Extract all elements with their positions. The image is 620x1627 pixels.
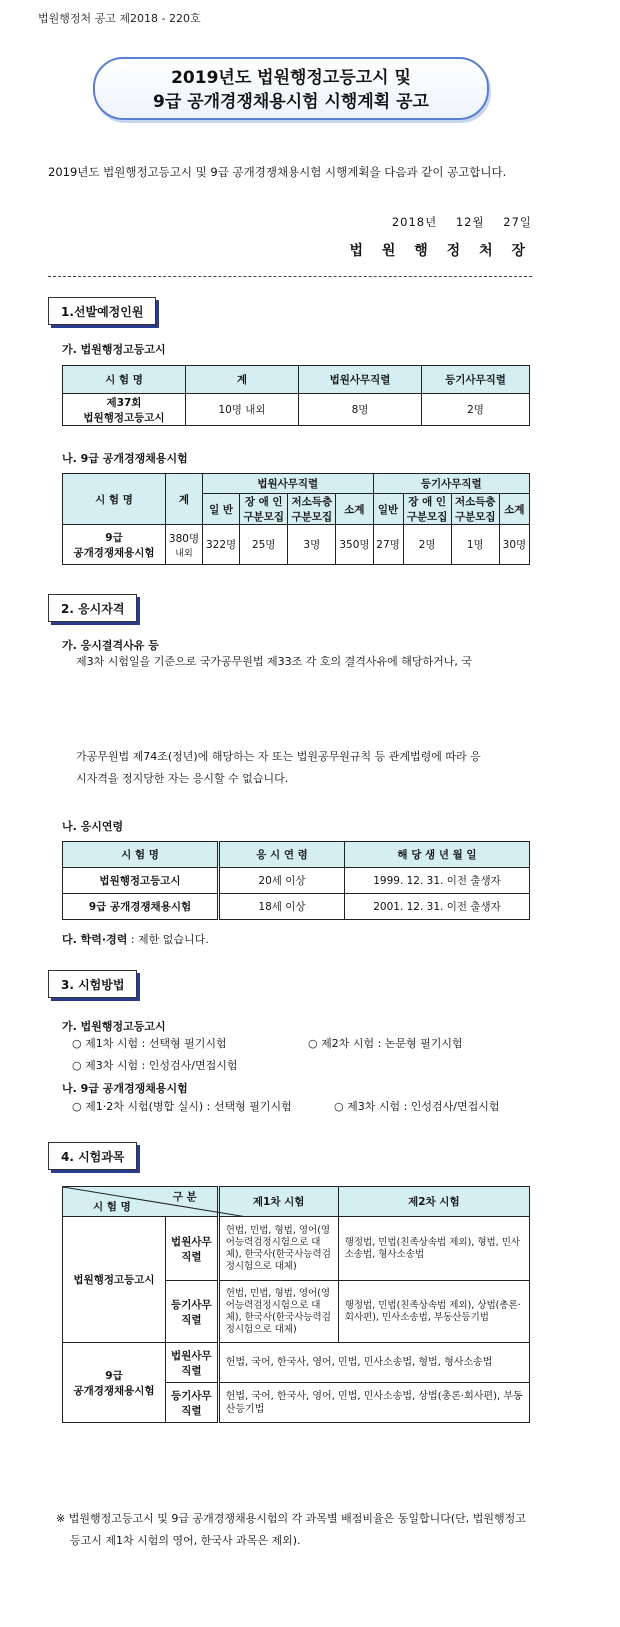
th-low-income: 저소득층 구분모집 — [288, 494, 336, 525]
th-general: 일 반 — [203, 494, 240, 525]
th-exam: 시 험 명 — [63, 366, 186, 394]
table-cell: 제37회 법원행정고등고시 — [63, 394, 186, 426]
method-item: ○ 제3차 시험 : 인성검사/면접시험 — [72, 1059, 238, 1072]
th-disabled: 장 애 인 구분모집 — [403, 494, 451, 525]
eligibility-text-2: 가공무원법 제74조(정년)에 해당하는 자 또는 법원공무원규칙 등 관계법령에 따라 응 — [76, 750, 481, 763]
subheading-2a: 가. 응시결격사유 등 — [62, 639, 159, 652]
th-disabled: 장 애 인 구분모집 — [240, 494, 288, 525]
table-cell: 등기사무직렬 — [166, 1281, 219, 1343]
subheading-1b: 나. 9급 공개경쟁채용시험 — [62, 452, 188, 465]
table-cell: 1명 — [451, 525, 499, 565]
table-cell: 등기사무직렬 — [166, 1383, 219, 1423]
th-division: 구 분 — [172, 1191, 197, 1203]
announcement-date: 2018년 12월 27일 — [391, 215, 532, 229]
table-subjects — [62, 1186, 530, 1423]
th-age: 응 시 연 령 — [219, 842, 345, 868]
th-subtotal: 소계 — [499, 494, 529, 525]
section-heading-3: 3. 시험방법 — [48, 970, 137, 998]
issuing-agency: 법 원 행 정 처 장 — [349, 243, 532, 259]
table-cell: 350명 — [336, 525, 373, 565]
th-exam: 시 험 명 — [93, 1201, 131, 1213]
subheading-3b: 나. 9급 공개경쟁채용시험 — [62, 1082, 188, 1095]
subheading-2b: 나. 응시연령 — [62, 820, 124, 833]
table-cell: 322명 — [203, 525, 240, 565]
table-cell: 법원사무직렬 — [166, 1217, 219, 1281]
method-item: ○ 제1·2차 시험(병합 실시) : 선택형 필기시험 — [72, 1100, 292, 1113]
table-cell: 27명 — [373, 525, 403, 565]
table-cell: 10명 내외 — [186, 394, 299, 426]
table-cell: 행정법, 민법(친족상속법 제외), 상법(총론·회사편), 민사소송법, 부동산등기법 — [338, 1281, 529, 1343]
table-cell: 8명 — [299, 394, 422, 426]
diagonal-line — [63, 1187, 247, 1217]
table-cell: 헌법, 민법, 형법, 영어(영어능력검정시험으로 대체), 한국사(한국사능력검정시험으로 대체) — [218, 1217, 338, 1281]
th-total: 계 — [166, 474, 203, 525]
table-cell: 30명 — [499, 525, 529, 565]
th-exam: 시 험 명 — [63, 474, 166, 525]
th-diagonal — [63, 1187, 219, 1217]
title-line-1: 2019년도 법원행정고등고시 및 — [171, 68, 411, 88]
table-cell: 1999. 12. 31. 이전 출생자 — [345, 868, 530, 894]
table-cell: 헌법, 국어, 한국사, 영어, 민법, 민사소송법, 상법(총론·회사편), 부동산등기법 — [218, 1383, 529, 1423]
th-low-income: 저소득층 구분모집 — [451, 494, 499, 525]
table-cell: 2001. 12. 31. 이전 출생자 — [345, 894, 530, 920]
footnote: ※ 법원행정고등고시 및 9급 공개경쟁채용시험의 각 과목별 배점비율은 동일합니다(단, 법원행정고등고시 제1차 시험의 영어, 한국사 과목은 제외). — [56, 1512, 526, 1547]
th-first: 제1차 시험 — [218, 1187, 338, 1217]
table-cell: 9급 공개경쟁채용시험 — [63, 1343, 166, 1423]
table-cell: 18세 이상 — [219, 894, 345, 920]
th-second: 제2차 시험 — [338, 1187, 529, 1217]
table-recruit-admin — [62, 365, 530, 426]
table-cell: 법원행정고등고시 — [63, 868, 219, 894]
section-heading-2: 2. 응시자격 — [48, 594, 137, 622]
subheading-1a: 가. 법원행정고등고시 — [62, 343, 166, 356]
method-item: ○ 제2차 시험 : 논문형 필기시험 — [308, 1037, 463, 1050]
table-cell: 법원사무직렬 — [166, 1343, 219, 1383]
table-cell: 행정법, 민법(친족상속법 제외), 형법, 민사소송법, 형사소송법 — [338, 1217, 529, 1281]
table-cell: 2명 — [403, 525, 451, 565]
notice-number: 법원행정처 공고 제2018 - 220호 — [38, 12, 201, 25]
th-general: 일반 — [373, 494, 403, 525]
intro-text: 2019년도 법원행정고등고시 및 9급 공개경쟁채용시험 시행계획을 다음과 같이 공고합니다. — [48, 165, 507, 179]
education-line — [62, 931, 209, 947]
th-exam: 시 험 명 — [63, 842, 219, 868]
th-court: 법원사무직렬 — [203, 474, 374, 494]
table-cell: 9급 공개경쟁채용시험 — [63, 525, 166, 565]
table-cell: 헌법, 국어, 한국사, 영어, 민법, 민사소송법, 형법, 형사소송법 — [218, 1343, 529, 1383]
subheading-2c: 다. 학력·경력 — [62, 933, 128, 946]
table-cell: 법원행정고등고시 — [63, 1217, 166, 1343]
title-banner — [93, 57, 489, 120]
th-registry: 등기사무직렬 — [422, 366, 530, 394]
table-cell: 헌법, 민법, 형법, 영어(영어능력검정시험으로 대체), 한국사(한국사능력검정시험으로 대체) — [218, 1281, 338, 1343]
th-birth: 해 당 생 년 월 일 — [345, 842, 530, 868]
table-cell: 3명 — [288, 525, 336, 565]
th-registry: 등기사무직렬 — [373, 474, 530, 494]
section-heading-4: 4. 시험과목 — [48, 1142, 137, 1170]
table-cell: 20세 이상 — [219, 868, 345, 894]
table-cell: 25명 — [240, 525, 288, 565]
method-item: ○ 제1차 시험 : 선택형 필기시험 — [72, 1037, 227, 1050]
th-total: 계 — [186, 366, 299, 394]
subheading-3a: 가. 법원행정고등고시 — [62, 1020, 166, 1033]
th-court: 법원사무직렬 — [299, 366, 422, 394]
table-cell: 9급 공개경쟁채용시험 — [63, 894, 219, 920]
table-age — [62, 841, 530, 920]
eligibility-text-3: 시자격을 정지당한 자는 응시할 수 없습니다. — [76, 772, 289, 785]
title-line-2: 9급 공개경쟁채용시험 시행계획 공고 — [153, 92, 429, 112]
eligibility-text-1: 제3차 시험일을 기준으로 국가공무원법 제33조 각 호의 결격사유에 해당하거나, 국 — [76, 655, 472, 668]
education-text: : 제한 없습니다. — [130, 933, 209, 946]
th-subtotal: 소계 — [336, 494, 373, 525]
table-recruit-9grade — [62, 473, 530, 565]
table-cell: 2명 — [422, 394, 530, 426]
divider — [48, 276, 532, 277]
method-item: ○ 제3차 시험 : 인성검사/면접시험 — [334, 1100, 500, 1113]
table-cell: 380명 내외 — [166, 525, 203, 565]
section-heading-1: 1.선발예정인원 — [48, 297, 156, 325]
